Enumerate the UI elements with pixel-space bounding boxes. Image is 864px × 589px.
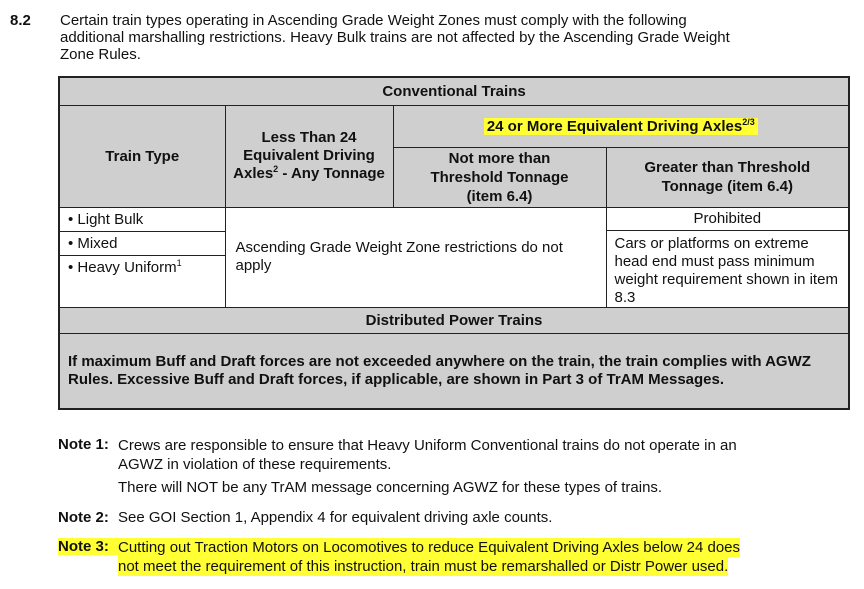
not-more-than-threshold-header: Not more than Threshold Tonnage (item 6.4): [393, 147, 606, 207]
note-2: [58, 509, 553, 526]
heavy-uniform-label: • Heavy Uniform: [68, 258, 177, 276]
distributed-power-header: Distributed Power Trains: [59, 307, 849, 333]
note-line: AGWZ in violation of these requirements.: [118, 456, 392, 473]
section-number: 8.2: [10, 12, 31, 29]
note-text: See GOI Section 1, Appendix 4 for equivalent driving axle counts.: [118, 509, 553, 526]
heavy-uniform-sup: 1: [176, 257, 182, 268]
cars-platforms-cell: Cars or platforms on extreme head end must pass minimum weight requirement shown in item 8.3: [606, 230, 849, 307]
note-line: There will NOT be any TrAM message concerning AGWZ for these types of trains.: [118, 479, 663, 496]
24-or-more-sup: 2/3: [742, 116, 755, 127]
conventional-trains-header: Conventional Trains: [59, 77, 849, 105]
train-type-light-bulk: • Light Bulk: [60, 208, 225, 232]
train-type-heavy-uniform: [60, 256, 225, 279]
train-type-header: Train Type: [59, 105, 225, 207]
note-text: [118, 436, 737, 497]
24-or-more-highlight: [484, 118, 758, 135]
less-than-24-label: Less Than 24 Equivalent Driving Axles: [233, 129, 375, 182]
less-than-24-header: [225, 105, 393, 207]
note-line: Cutting out Traction Motors on Locomotives to reduce Equivalent Driving Axles below 24 does: [118, 539, 741, 556]
note-label: Note 1:: [58, 436, 109, 453]
marshalling-restrictions-table: [58, 76, 850, 410]
note-1: [58, 436, 737, 496]
note-label: Note 2:: [58, 509, 109, 526]
note-label: Note 3:: [58, 538, 118, 555]
intro-line: Certain train types operating in Ascending Grade Weight Zones must comply with the following: [60, 12, 687, 29]
train-type-mixed: • Mixed: [60, 232, 225, 256]
greater-than-threshold-header: Greater than Threshold Tonnage (item 6.4): [606, 147, 849, 207]
train-types-cell: [59, 207, 225, 307]
less-than-24-tail: - Any Tonnage: [278, 165, 385, 182]
distributed-power-text: If maximum Buff and Draft forces are not exceeded anywhere on the train, the train complies with AGWZ Rules. Excessive Buff and Draft forces, if applicable, are shown in Part 3 of TrAM Messages.: [59, 333, 849, 409]
note-text: [118, 538, 740, 576]
prohibited-cell: Prohibited: [606, 207, 849, 230]
intro-line: additional marshalling restrictions. Heavy Bulk trains are not affected by the Ascending Grade Weight: [60, 29, 730, 46]
section-intro: [60, 12, 840, 63]
24-or-more-header: [393, 105, 849, 147]
note-line: not meet the requirement of this instruction, train must be remarshalled or Distr Power used.: [118, 558, 729, 575]
less-than-24-sup: 2: [273, 164, 279, 174]
note-3: [58, 538, 741, 575]
no-restriction-cell: Ascending Grade Weight Zone restrictions do not apply: [225, 207, 606, 307]
intro-line: Zone Rules.: [60, 46, 141, 63]
note-line: Crews are responsible to ensure that Heavy Uniform Conventional trains do not operate in an: [118, 437, 737, 454]
24-or-more-label: 24 or More Equivalent Driving Axles: [486, 117, 743, 135]
